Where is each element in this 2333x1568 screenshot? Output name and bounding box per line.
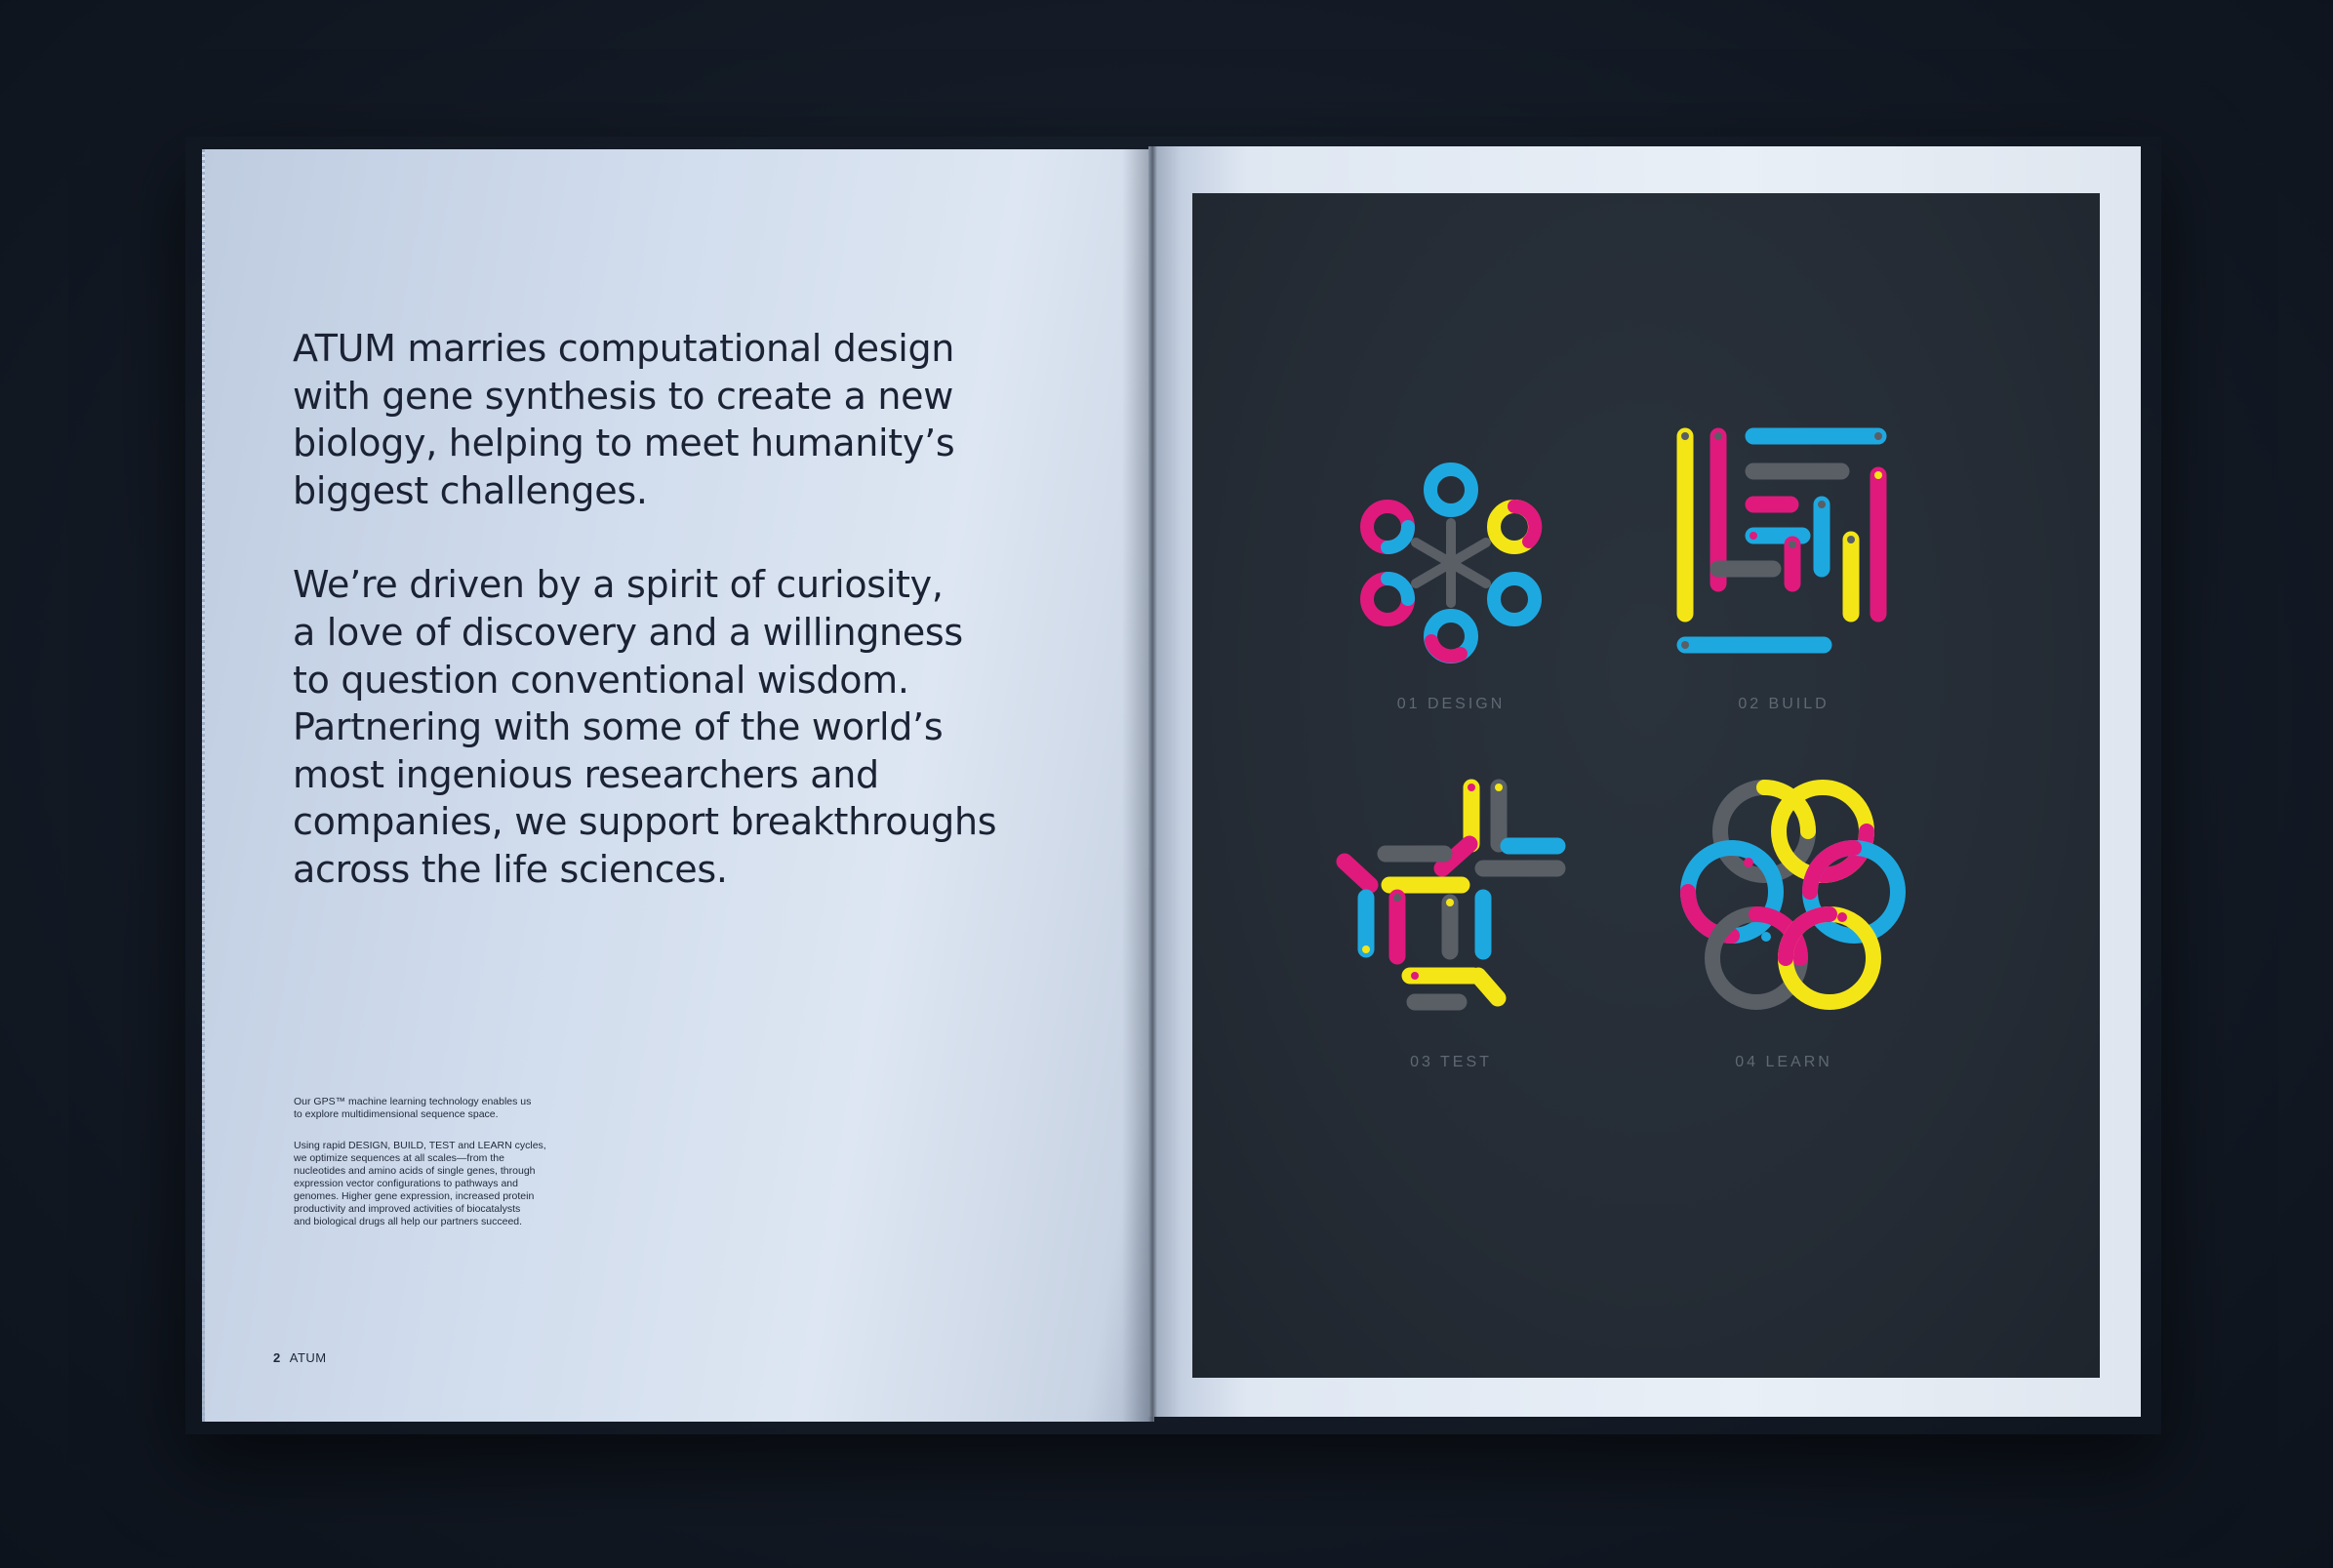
- body-paragraph: We’re driven by a spirit of curiosity, a love of discovery and a willingness to question conventional wisdom. Partnering with some of the world’s most ingenious researchers and companies, we support breakthroughs across the life sciences.: [293, 563, 997, 891]
- test-icon: [1337, 776, 1571, 1010]
- footnote-line-2: Using rapid DESIGN, BUILD, TEST and LEARN cycles, we optimize sequences at all scales—from the nucleotides and amino acids of single genes, through expression vector configurations to pathways and genomes. Higher gene expression, increased protein productivity and improved activities of biocatalysts and biological drugs all help our partners succeed.: [294, 1140, 546, 1227]
- stage-label-learn: 04 LEARN: [1735, 1054, 1832, 1070]
- folio: [273, 1350, 327, 1365]
- footnote: [294, 1083, 616, 1247]
- design-icon: [1339, 451, 1563, 675]
- intro-paragraph: ATUM marries computational design with gene synthesis to create a new biology, helping to meet humanity’s biggest challenges.: [293, 327, 955, 512]
- stage-label-design: 01 DESIGN: [1396, 696, 1506, 712]
- footnote-line-1: Our GPS™ machine learning technology enables us to explore multidimensional sequence space.: [294, 1096, 532, 1120]
- folio-brand: ATUM: [289, 1350, 327, 1365]
- build-icon: [1666, 422, 1900, 657]
- stage-label-build: 02 BUILD: [1738, 696, 1830, 712]
- left-page-copy: [293, 325, 1093, 894]
- stage-label-test: 03 TEST: [1410, 1054, 1492, 1070]
- page-gutter: [1122, 146, 1181, 1422]
- stage-panel: [1192, 193, 2100, 1378]
- learn-icon: [1659, 773, 1912, 1017]
- page-number: 2: [273, 1350, 281, 1365]
